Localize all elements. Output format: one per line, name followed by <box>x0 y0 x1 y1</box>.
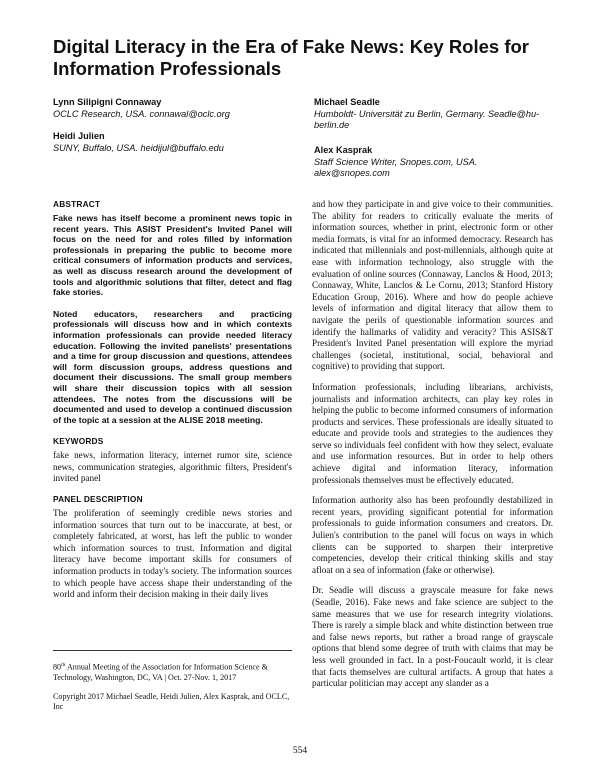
author-name: Heidi Julien <box>53 131 105 141</box>
author-name: Lynn Silipigni Connaway <box>53 97 162 107</box>
keywords-text: fake news, information literacy, internet rumor site, science news, communication strategies, algorithmic filters, President's invited panel <box>53 450 292 484</box>
paper-title: Digital Literacy in the Era of Fake News: Key Roles for Information Professionals <box>53 36 529 79</box>
meeting-ordinal: 80 <box>53 662 62 672</box>
author-block <box>53 131 293 154</box>
meeting-note <box>53 660 292 684</box>
body-paragraph: The proliferation of seemingly credible news stories and information sources that turn out to be inaccurate, at best, or completely fabricated, at worst, has left the public to wonder which information sources to trust. Information and digital literacy have become important skills for consumers of information products in today's society. The information sources to which people have access shape their understanding of the world and inform their decision making in their daily lives <box>53 508 292 600</box>
abstract-heading: ABSTRACT <box>53 199 101 209</box>
copyright-note: Copyright 2017 Michael Seadle, Heidi Julien, Alex Kasprak, and OCLC, Inc <box>53 691 290 712</box>
author-name: Michael Seadle <box>314 97 380 107</box>
page-number: 554 <box>292 746 308 756</box>
author-block <box>53 97 293 120</box>
author-affiliation: Humboldt- Universität zu Berlin, Germany. Seadle@hu-berlin.de <box>314 108 540 130</box>
author-affiliation: Staff Science Writer, Snopes.com, USA. alex@snopes.com <box>314 156 478 178</box>
abstract-paragraph: Fake news has itself become a prominent news topic in recent years. This ASIST President's Invited Panel will focus on the need for and roles filled by information professionals in preparing the public to become more critical consumers of information products and services, as well as discuss research around the development of tools and algorithmic solutions that filter, detect and flag fake stories. <box>53 213 292 298</box>
author-block <box>314 145 554 180</box>
ordinal-suffix: th <box>61 662 66 668</box>
author-affiliation: SUNY, Buffalo, USA. heidijul@buffalo.edu <box>53 142 224 153</box>
meeting-text: Annual Meeting of the Association for Information Science & Technology, Washington, DC, VA | Oct. 27-Nov. 1, 2017 <box>53 662 268 683</box>
body-paragraph: Information professionals, including librarians, archivists, journalists and information architects, can play key roles in helping the public to become informed consumers of information products and services. These professionals are ideally situated to educate and provide tools and strategies to the audiences they serve so individuals feel confident with how they select, evaluate and use information resources. But in order to help others achieve digital and information literacy, information professionals themselves must be effectively educated. <box>312 381 553 485</box>
author-name: Alex Kasprak <box>314 145 373 155</box>
author-affiliation: OCLC Research, USA. connawal@oclc.org <box>53 108 230 119</box>
body-paragraph: Dr. Seadle will discuss a grayscale measure for fake news (Seadle, 2016). Fake news and fake science are subject to the same measures that we use for research integrity violations. There is rarely a simple black and white distinction between true and false news reports, but rather a broad range of grayscale options that blend some degree of truth with claims that may be less well grounded in fact. In a post-Foucault world, it is clear that facts themselves are cultural artifacts. A group that hates a particular politician may accept any slander as a <box>312 585 553 689</box>
author-block <box>314 97 554 132</box>
panel-description-heading: PANEL DESCRIPTION <box>53 494 143 505</box>
left-column <box>53 199 292 610</box>
keywords-heading: KEYWORDS <box>53 436 104 447</box>
abstract-paragraph: Noted educators, researchers and practicing professionals will discuss how and in which contexts information professionals can provide needed literacy education. Following the invited panelists' presentations and a time for group discussion and questions, attendees will form discussion groups, address questions and document their discussions. The small group members will share their discussion topics with all session attendees. The notes from the discussions will be documented and used to develop a continued discussion of the topic at a session at the ALISE 2018 meeting. <box>53 308 292 425</box>
body-paragraph: and how they participate in and give voice to their communities. The ability for readers to critically evaluate the merits of information sources, whether in print, electronic form or other media formats, is vital for an informed democracy. Research has indicated that millennials and post-millennials, although quite at ease with information technology, also struggle with the evaluation of online sources (Connaway, Lanclos & Hood, 2013; Connaway, White, Lanclos & Le Cornu, 2013; Stanford History Education Group, 2016). Where and how do people achieve levels of information and digital literacy that allow them to navigate the perils of questionable information sources and identify the hallmarks of validity and veracity? This ASIS&T President's Invited Panel presentation will explore the myriad challenges (societal, institutional, social, behavioral and cognitive) to providing that support. <box>312 199 553 372</box>
body-paragraph: Information authority also has been profoundly destabilized in recent years, providing significant potential for information professionals to guide information consumers and creators. Dr. Julien's contribution to the panel will focus on ways in which clients can be supported to sharpen their interpretive competencies, develop their critical thinking skills and stay afloat on a sea of information (fake or otherwise). <box>312 495 553 575</box>
footnote <box>53 650 292 721</box>
right-column <box>312 199 553 699</box>
